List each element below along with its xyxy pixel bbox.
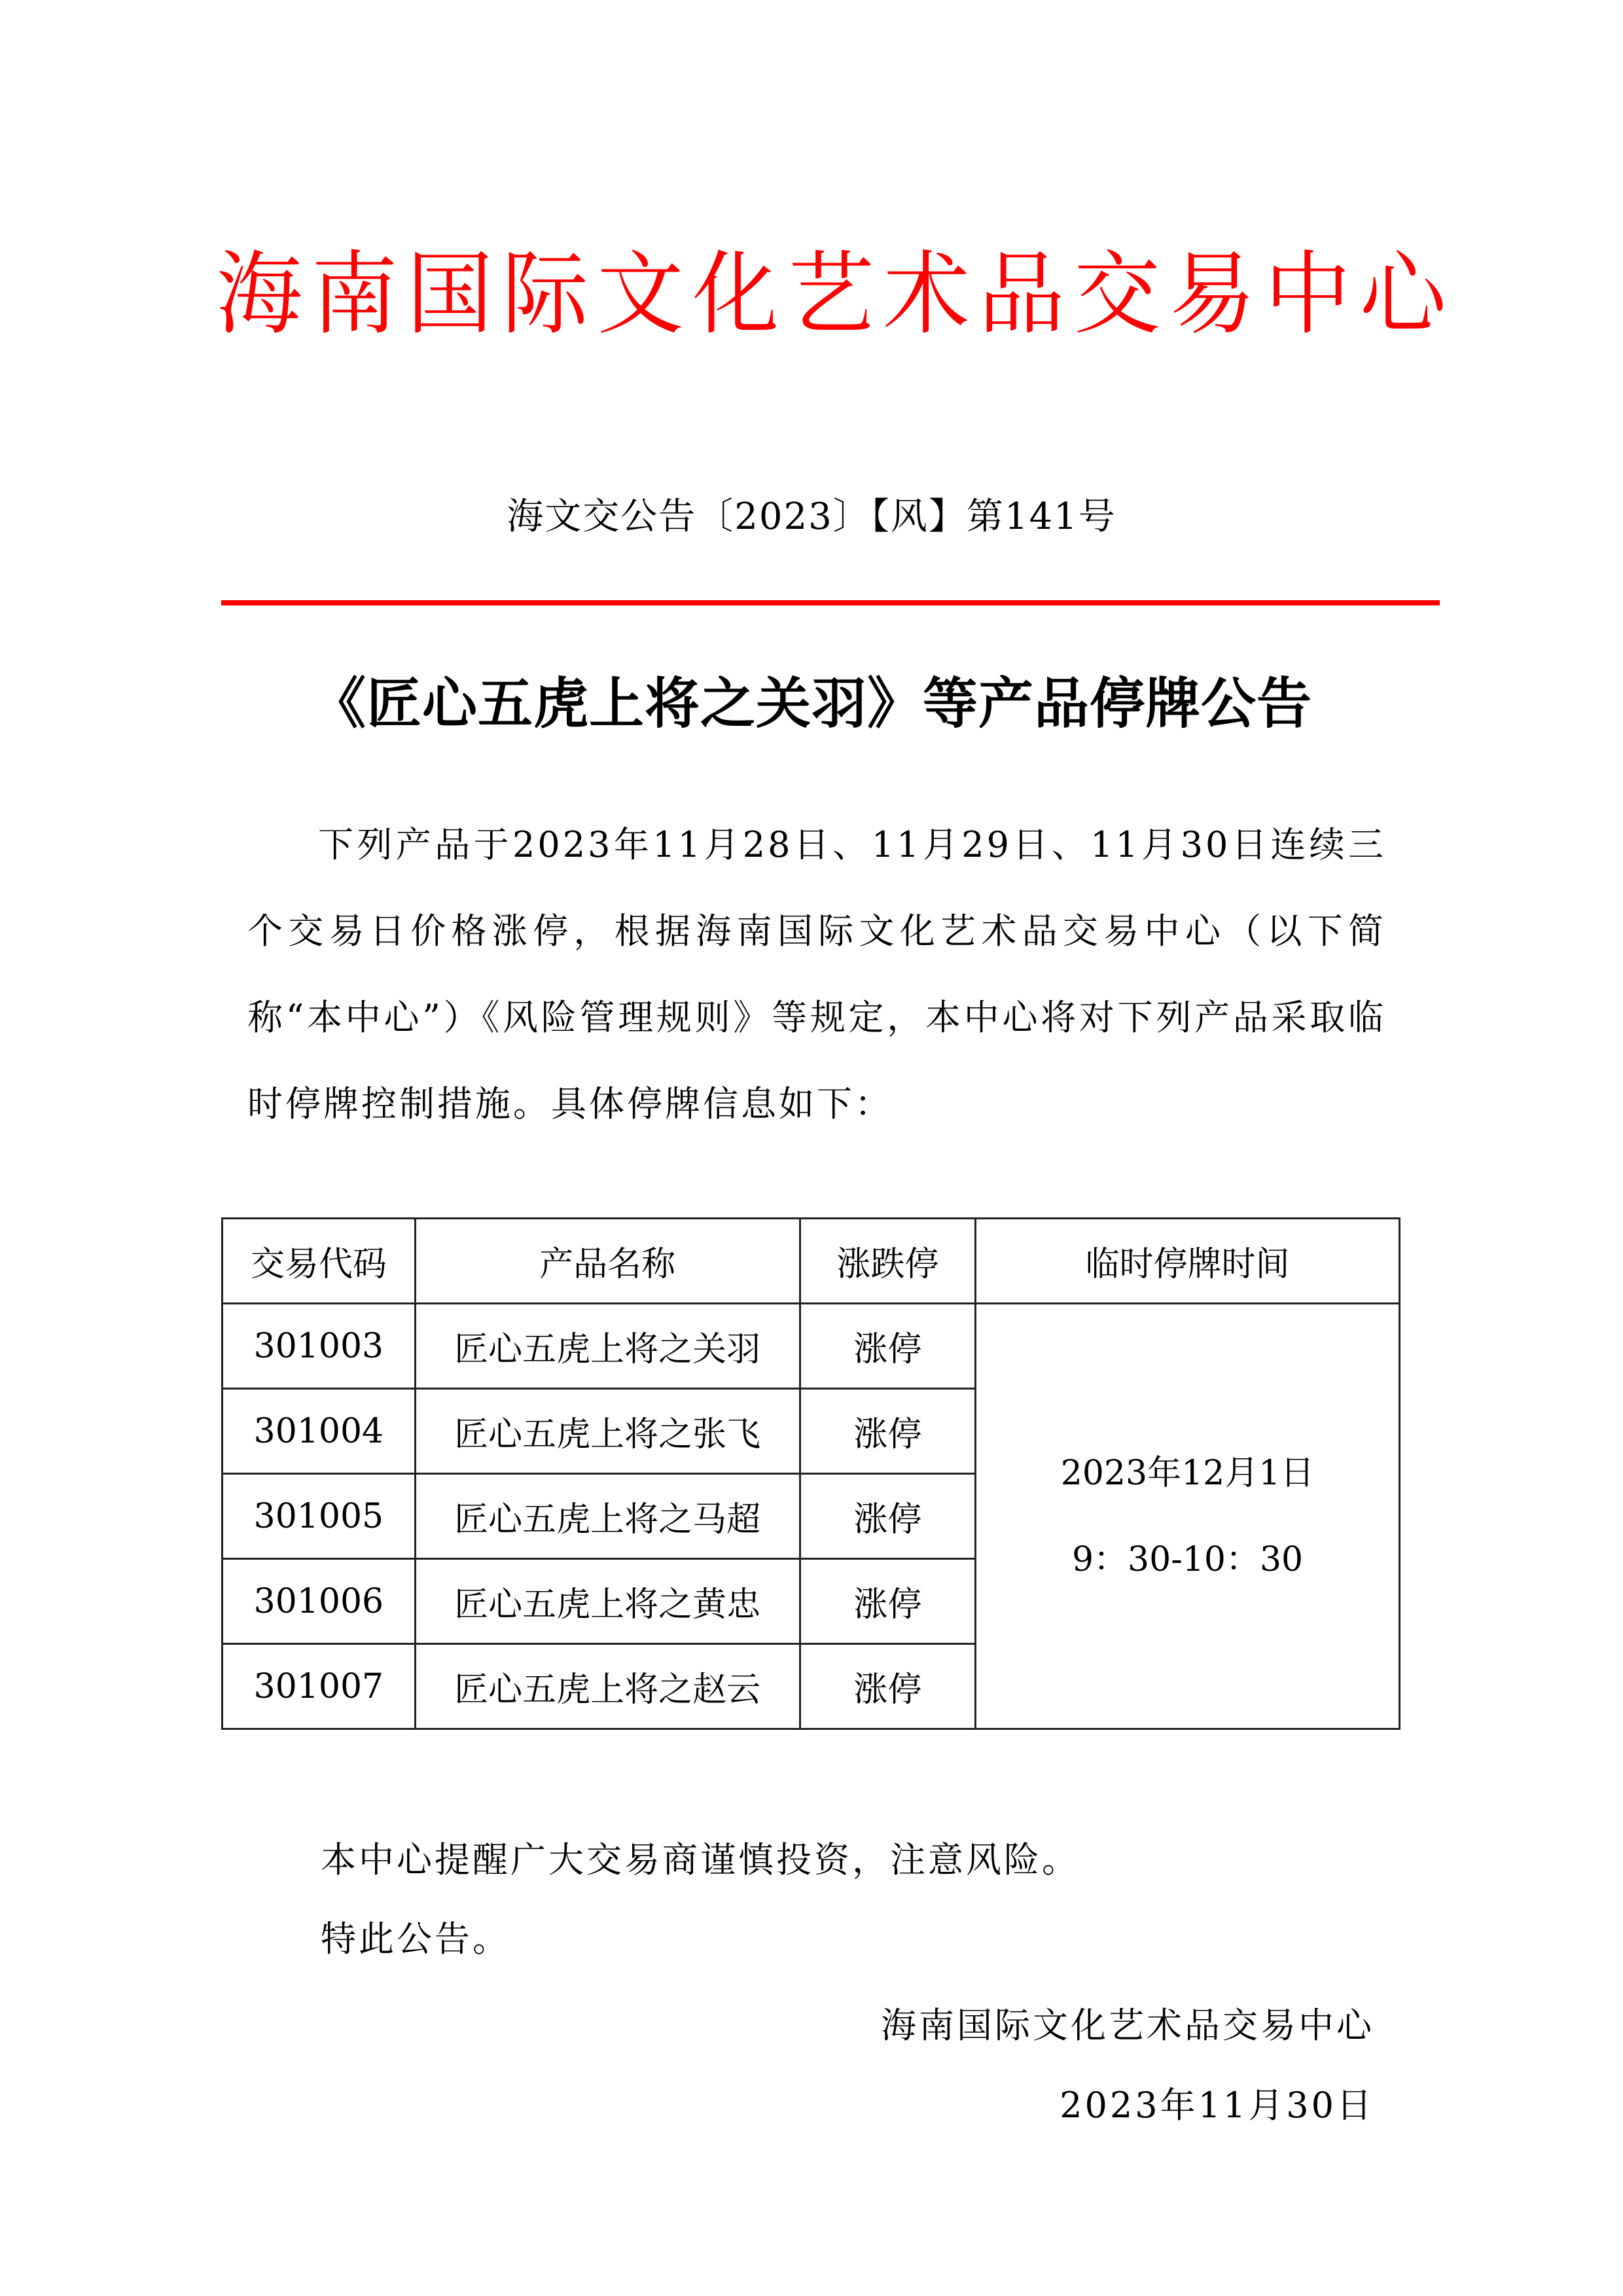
header-code: 交易代码 (223, 1219, 416, 1304)
cell-code: 301004 (223, 1389, 416, 1474)
reminder-text: 本中心提醒广大交易商谨慎投资，注意风险。 (321, 1839, 1080, 1880)
notice-title: 《匠心五虎上将之关羽》等产品停牌公告 (310, 671, 1312, 736)
announcement-text: 特此公告。 (321, 1918, 510, 1960)
header-halt-time: 临时停牌时间 (976, 1219, 1400, 1304)
title-char: 文 (597, 242, 684, 348)
notice-body (247, 802, 1386, 1147)
title-char: 易 (1169, 242, 1256, 348)
cell-limit: 涨停 (800, 1644, 976, 1729)
cell-code: 301006 (223, 1559, 416, 1644)
cell-limit: 涨停 (800, 1559, 976, 1644)
cell-name: 匠心五虎上将之赵云 (415, 1644, 800, 1729)
title-char: 心 (1359, 242, 1446, 348)
cell-code: 301005 (223, 1474, 416, 1559)
cell-code: 301003 (223, 1304, 416, 1389)
red-divider (221, 600, 1440, 605)
table-header-row (223, 1219, 1400, 1304)
cell-limit: 涨停 (800, 1304, 976, 1389)
title-char: 南 (311, 242, 398, 348)
halt-date: 2023年12月1日 (1060, 1453, 1315, 1493)
signature-organization: 海南国际文化艺术品交易中心 (881, 2005, 1374, 2046)
cell-name: 匠心五虎上将之马超 (415, 1474, 800, 1559)
header-limit: 涨跌停 (800, 1219, 976, 1304)
body-paragraph: 下列产品于2023年11月28日、11月29日、11月30日连续三个交易日价格涨停，根据海南国际文化艺术品交易中心（以下简称“本中心”）《风险管理规则》等规定，本中心将对下列产品采取临时停牌控制措施。具体停牌信息如下： (247, 824, 1386, 1124)
title-char: 术 (883, 242, 970, 348)
title-char: 品 (978, 242, 1065, 348)
cell-code: 301007 (223, 1644, 416, 1729)
signature-date: 2023年11月30日 (1060, 2085, 1374, 2126)
halt-table (221, 1217, 1400, 1730)
title-char: 艺 (787, 242, 874, 348)
table-row (223, 1304, 1400, 1389)
title-char: 国 (406, 242, 493, 348)
cell-halt-time (976, 1304, 1400, 1729)
cell-name: 匠心五虎上将之关羽 (415, 1304, 800, 1389)
cell-name: 匠心五虎上将之张飞 (415, 1389, 800, 1474)
halt-time: 9：30-10：30 (1071, 1539, 1304, 1579)
title-char: 海 (216, 242, 302, 348)
document-number: 海文交公告〔2023〕【风】第141号 (507, 495, 1116, 538)
cell-limit: 涨停 (800, 1389, 976, 1474)
header-name: 产品名称 (415, 1219, 800, 1304)
cell-name: 匠心五虎上将之黄忠 (415, 1559, 800, 1644)
title-char: 交 (1073, 242, 1160, 348)
title-char: 化 (692, 242, 779, 348)
cell-limit: 涨停 (800, 1474, 976, 1559)
title-char: 中 (1264, 242, 1351, 348)
organization-title (216, 239, 1446, 350)
title-char: 际 (501, 242, 588, 348)
